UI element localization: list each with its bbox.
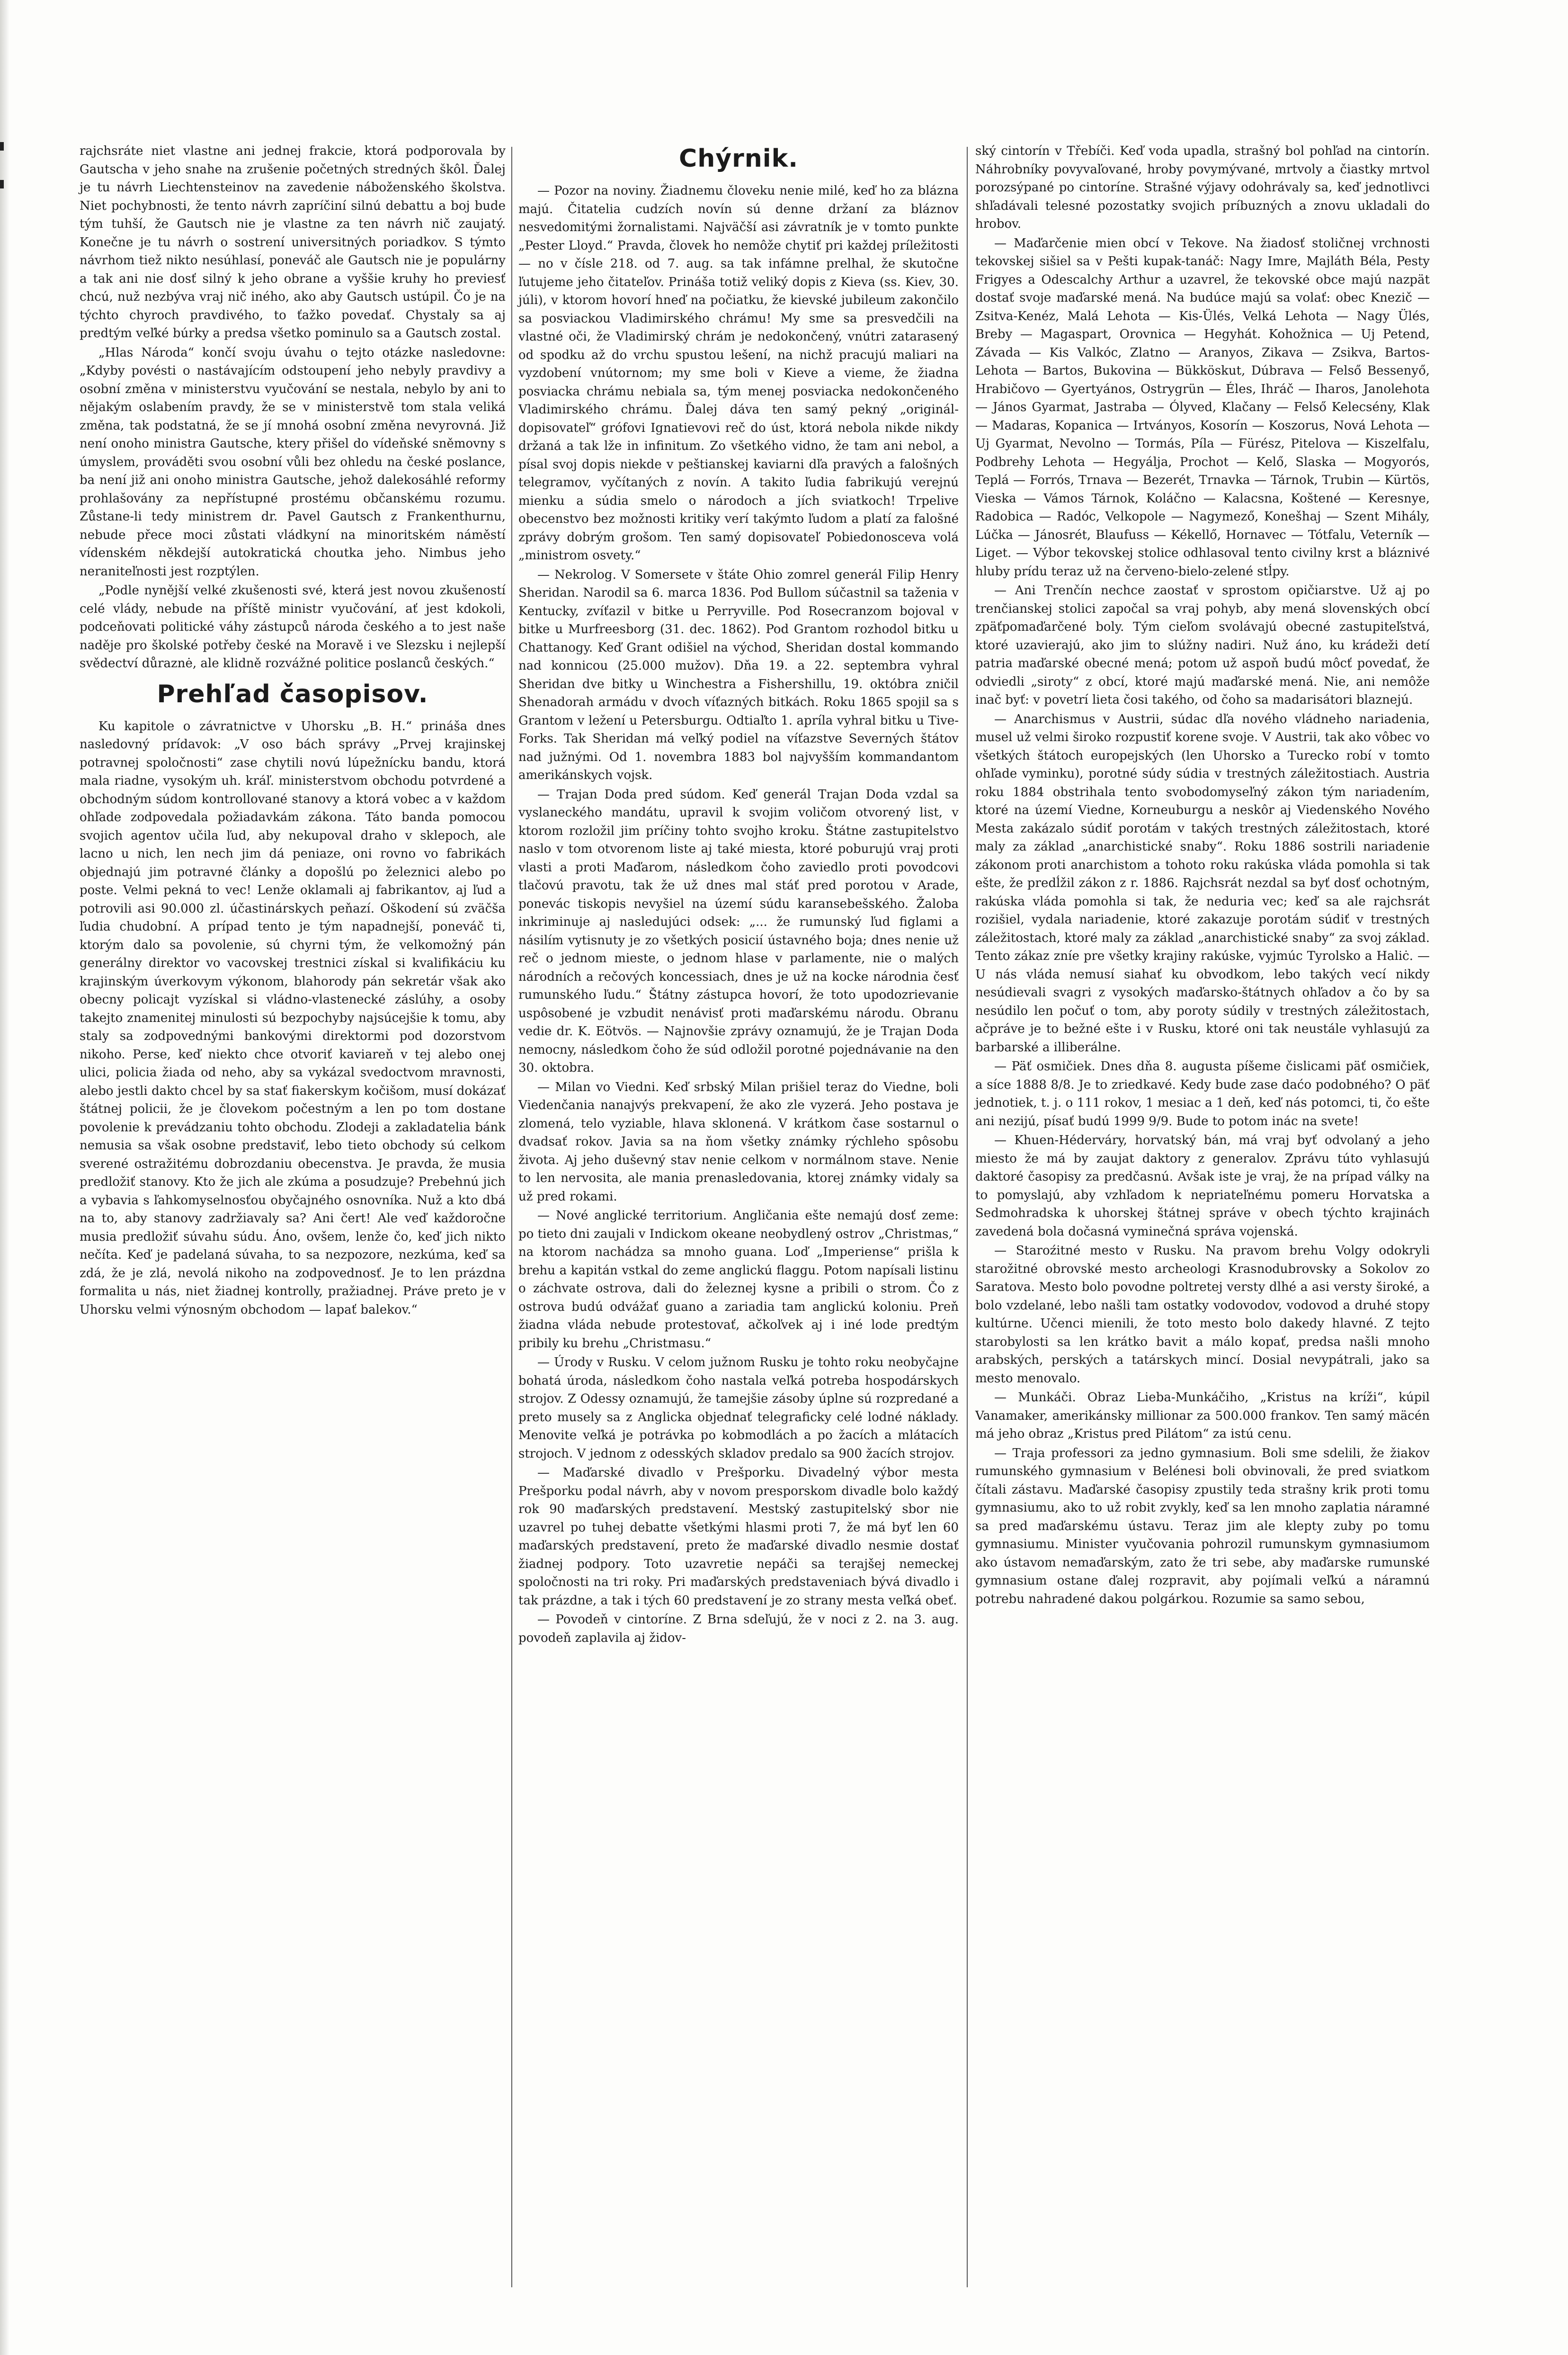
binding-mark xyxy=(0,180,4,188)
article-paragraph: „Hlas Národa“ končí svoju úvahu o tejto otázke nasledovne: „Kdyby povésti o nastávajícím odstoupení jeho nebyly pravdivy a osobní změna v ministerstvu vyučování se nestala, nebylo by ani to nějakým oslabením pravdy, že se v ministerstvě tom stala veliká změna, tak podstatná, že se jí mnohá osobní změna nevyrovná. Již není onoho ministra Gautsche, ktery přišel do vídeňské sněmovny s úmyslem, prováděti svou osobní vůli bez ohledu na české poslance, ba není již ani onoho ministra Gautsche, jehož dalekosáhlé reformy prohlašovány za nepřístupné prostému občanskému rozumu. Zůstane-li tedy ministrem dr. Pavel Gautsch z Frankenthurnu, nebude přece moci zůstati vládkyní na minoritském náměstí vídenském někdejší autokratická choutka jeho. Nimbus jeho neraniteľnosti jest rozptýlen. xyxy=(80,345,506,579)
news-item: — Päť osmičiek. Dnes dňa 8. augusta píšeme čislicami päť osmičiek, a síce 1888 8/8. Je to zriedkavé. Kedy bude zase daćo podobného? O päť jednotiek, t. j. o 111 rokov, 1 mesiac a 1 deň, keď nás potomci, ti, čo ešte ani nezijú, písať budú 1999 9/9. Bude to potom inác na svete! xyxy=(975,1059,1430,1128)
news-item: — Anarchismus v Austrii, súdac dľa nového vládneho nariadenia, musel už velmi široko rozpustiť korene svoje. V Austrii, tak ako vôbec vo všetkých štátoch europejských (len Uhorsko a Turecko robí v tomto ohľade vyminku), porotné súdy súdia v trestných záležitostiach. Austria roku 1884 obstrihala tento svobodomyseľný zákon tým nariadením, ktoré na území Viedne, Korneuburgu a neskôr aj Viedenského Nového Mesta zakázalo súdiť porotám v takých trestných záležitostach, ktoré maly za základ „anarchistické snaby“. Roku 1886 sostrili nariadenie zákonom proti anarchistom a tohoto roku rakúska vláda pomohla si tak ešte, že predĺžil zákon z r. 1886. Rajchsrát nezdal sa byť dosť ochotným, rakúska vláda pomohla si tak, že neduria vec; keď sa ale rajchsrát rozišiel, vydala nariadenie, ktoré zakazuje porotám súdiť v trestných záležitostach, ktoré maly za základ „anarchistické snaby“ za svoj základ. Tento zákaz zníe pre všetky krajiny rakúske, vyjmúc Tyrolsko a Haliċ. — U nás vláda nemusí siahať ku obvodkom, lebo takých vecí nikdy nesúdievali svagri z vysokých maďarsko-štátnych ohľadov a čo by sa nesúdilo len počuť o tom, aby poroty súdily v trestných záležitostach, ačprávе je to bežné ešte i v Rusku, ktoré oni tak neustále vyhlasujú za barbarské a illiberálne. xyxy=(975,712,1430,1055)
column-right xyxy=(975,142,1430,1609)
news-item: — Trajan Doda pred súdom. Keď generál Trajan Doda vzdal sa vyslaneckého mandátu, upravil k svojim voličom otvorený list, v ktorom rozložil jim príčiny tohto svojho kroku. Štátne zastupitelstvo naslo v tom otvorenom liste aj také miesta, ktoré poburujú vraj proti vlasti a proti Maďarom, následkom čoho zaviedlo proti povodcovi tlačovú pravotu, tak že už dnes mal stáť pred porotou v Arade, ponevác tiskopis nevyšiel na území súdu karansebešského. Žaloba inkriminuje aj nasledujúci odsek: „... že rumunský ľud figlami a násilím vytisnuty je zo všetkých posicií ústavného boja; dnes nenie už reč o jednom mieste, o jednom hlase v parlamente, nie o malých národních a rečových koncessiach, dnes je už na kocke národnia česť rumunského ľudu.“ Štátny zástupca hovorí, že toto upodozrievanie uspôsobené je vzbudit nenávisť proti maďarskému národu. Obranu vedie dr. K. Eötvös. — Najnovšie zprávy oznamujú, že je Trajan Doda nemocny, následkom čoho že súd odložil porotné pojednávanie na den 30. oktobra. xyxy=(518,787,959,1075)
column-divider xyxy=(511,147,512,2287)
news-item: — Staroźitné mesto v Rusku. Na pravom brehu Volgy odokryli starožitné obrovské mesto archeologi Krasnodubrovsky a Sokolov zo Saratova. Mesto bolo povodne poltretej versty dlhé a asi versty široké, a bolo vzdelané, lebo našli tam ostatky vodovodov, vodovod a druhé stopy kultúrne. Učenci mienili, že toto mesto bolo dakedy hlavné. Z tejto starobylosti sa len krátko bavit a málo kopať, predsa našli mnoho arabských, perských a tatárskych mincí. Dosial nevypátrali, jako sa mesto menovalo. xyxy=(975,1244,1430,1386)
news-item: — Pozor na noviny. Žiadnemu človeku nenie milé, keď ho za blázna majú. Čitatelia cudzích novín sú denne držaní za bláznov nesvedomitými žornalistami. Najväčší asi závratník je v tomto punkte „Pester Lloyd.“ Pravda, človek ho nemôže chytiť pri každej príležitosti — no v čísle 218. od 7. aug. sa tak infámne prelhal, že skutočne ľutujeme jeho čitateľov. Prináša totiž veliký dopis z Kieva (ss. Kiev, 30. júli), v ktorom hovorí hneď na počiatku, že kievské jubileum zakončilo sa posviackou Vladimirského chrámu! My sme sa presvedčili na vlastné oči, že Vladimirský chrám je nedokončený, vnútri zatarasený od spodku až do vrchu spustou lešení, na nichž pracujú maliari na vyzdobení vnútornom; my sme boli v Kieve a vieme, že žiadna posviacka chrámu nebiala sa, tým menej posviacka nedokončeného Vladimirského chrámu. Ďalej dáva ten samý pekný „originál-dopisovateľ“ grófovi Ignatievovi reč do úst, ktorá nebola nikde nikdy držaná a tak lže in infinitum. Zo všetkého vidno, že tam ani nebol, a písal svoj dopis niekde v peštianskej kaviarni dľa pravých a falošných telegramov, vyčítaných z novín. A takito ľudia fabrikujú verejnú mienku a súdia smelo o národoch a jích sviatkoch! Trpelive obecenstvo bez možnosti kritiky verí takýmto ľudom a platí za falošné zprávy dobrým grošom. Ten samý dopisovateľ Pobiedonosceva volá „ministrom osvety.“ xyxy=(518,184,959,563)
news-item: — Maďarčenie mien obcí v Tekove. Na žiadosť stoličnej vrchnosti tekovskej sišiel sa v Pešti kupak-tanáč: Nagy Imre, Majláth Béla, Pesty Frigyes a Odescalchy Arthur a uzavrel, že tekovské obce majú nazpät dostať svoje maďarské mená. Na budúce majú sa volať: obec Knezič — Zsitva-Kenéz, Malá Lehota — Kis-Ülés, Velká Lehota — Nagy Ülés, Breby — Magaspart, Orovnica — Hegyhát. Kohožnica — Uj Petend, Závada — Kis Valkóc, Zlatno — Aranyos, Zikava — Zsikva, Bartos-Lehota — Bartos, Bukovina — Bükköskut, Dúbrava — Felső Bessenyő, Hrabičovo — Gyertyános, Ostrygrün — Éles, Ihráč — Iharos, Janolehota — János Gyarmat, Jastraba — Ólyved, Klačany — Felső Kelecsény, Klak — Madaras, Kopanica — Irtványos, Kosorín — Koszorus, Nová Lehota — Uj Gyarmat, Nevolno — Tormás, Píla — Fürész, Pitelova — Kiszelfalu, Podbrehy Lehota — Hegyálja, Prochot — Kelő, Slaska — Mogyorós, Teplá — Forrós, Trnava — Bezerét, Trnavka — Tárnok, Trubin — Kürtös, Vieska — Vámos Tárnok, Koláčno — Kalacsna, Koštené — Keresnye, Radobica — Radóc, Velkopole — Nagymező, Konešhaj — Szent Mihály, Lúčka — Jánosrét, Blaufuss — Kékellő, Hornavec — Tótfalu, Veterník — Liget. — Výbor tekovskej stolice odhlasoval tento civilny krst a bláznivé hluby prídu teraz už na červeno-bielo-zelené stĺpy. xyxy=(975,236,1430,579)
article-paragraph: „Podle nynější velké zkušenosti své, která jest novou zkušeností celé vlády, nebude na příště ministr vyučování, ať jest kdokoli, podceňovati politické váhy zástupců národa českého a to jest naše naděje pro školské potřeby české na Moravě i ve Slezsku i nejlepší svědectví důraznė, ale klidně rozvážné politice poslanců českých.“ xyxy=(80,583,506,671)
news-item: — Traja professori za jedno gymnasium. Boli sme sdelili, že žiakov rumunského gymnasium v Belénesi boli obvinovali, že pred sviatkom čítali zástavu. Maďarské časopisy zpustily teda strašny krik proti tomu gymnasiumu, ako to už robit zvykly, keď sa len mnoho zaplatia náramné sa pred maďarskému ústavu. Teraz jim ale klepty zuby po tomu gymnasiumu. Minister vyučovania pohrozil rumunskym gymnasiumom ako ústavom nemaďarským, zato že tri sebe, aby maďarske rumunské gymnasium ostane ďalej rozpravit, aby pojímali veľkú a náramnú potrebu nahradené dakou polgárkou. Rozumie sa samo sebou, xyxy=(975,1446,1430,1606)
news-item: — Khuen-Héderváry, horvatský bán, má vraj byť odvolaný a jeho miesto že má by zaujat daktory z generalov. Zprávu túto vyhlasujú daktoré časopisy za predčasnú. Avšak iste je vraj, že na prípad války na to pomyslajú, aby vzhľadom k nepriateľnému pomeru Horvatska a Sedmohradska k uhorskej štátnej správe v obech týchto krajinách zavedená bola dočasná vyminečná správa vojenská. xyxy=(975,1133,1430,1239)
news-item: — Munkáči. Obraz Lieba-Munkáčiho, „Kristus na kríži“, kúpil Vanamaker, amerikánsky millionar za 500.000 frankov. Ten samý mäcén má jeho obraz „Kristus pred Pilátom“ za istú cenu. xyxy=(975,1390,1430,1441)
news-item: — Nekrolog. V Somersete v štáte Ohio zomrel generál Filip Henry Sheridan. Narodil sa 6. marca 1836. Pod Bullom súčastnil sa taženia v Kentucky, zvíťazil v bitke u Perryville. Pod Rosecranzom bojoval v bitke u Murfreesborg (31. dec. 1862). Pod Grantom rozhodol bitku u Chattanogy. Keď Grant odišiel na východ, Sheridan dostal kommando nad konnicou (25.000 mužov). Dňa 19. a 22. septembra vyhral Sheridan dve bitky u Winchestra a Fishershillu, 19. októbra zničil Shenadorah armádu v dvoch víťazných bitkách. Roku 1865 spojil sa s Grantom v ležení u Petersburgu. Odtiaľto 1. apríla vyhral bitku u Tive-Forks. Tak Sheridan má veľký podiel na víťazstve Severných štátov nad južnými. Od 1. novembra 1883 bol najvyšším kommandantom amerikánskych vojsk. xyxy=(518,567,959,782)
binding-mark xyxy=(0,142,4,151)
news-item: — Úrody v Rusku. V celom južnom Rusku je tohto roku neobyčajne bohatá úroda, následkom čoho nastala veľká potreba hospodárskych strojov. Z Odessy oznamujú, že tamejšie zásoby úplne sú rozpredané a preto musely sa z Anglicka objednať telegraficky celé lodné náklady. Menovite veľká je potrávka po kobmodlách a po žacích a mlátacích strojoch. V jednom z odesských skladov predalo sa 900 žacích strojov. xyxy=(518,1355,959,1461)
page-edge-shadow xyxy=(0,0,9,2355)
column-middle xyxy=(518,137,959,1648)
section-heading-chyrnik: Chýrnik. xyxy=(679,144,798,173)
article-paragraph: rajchsráte niet vlastne ani jednej frakcie, ktorá podporovala by Gautscha v jeho snahe na zrušenie početných stredných škôl. Ďalej je tu návrh Liechtensteinov na zavedenie náboženského školstva. Niet pochybnosti, že tento návrh zapríčiní silnú debattu a boj bude tým tuhší, že Gautsch nie je vlastne za ten návrh nič zaujatý. Konečne je tu návrh o sostrení universitných poriadkov. S týmto návrhom tiež nikto nesúhlasí, poneváč ale Gautsch nie je populárny a tak ani nie dosť silný k jeho obrane a vyššie kruhy ho previesť chcú, nuž nezbýva vraj nič iného, ako aby Gautsch ustúpil. Čo je na týchto chyroch pravdivého, to ťažko povedať. Chystaly sa aj predtým veľké búrky a predsa všetko pominulo sa a Gautsch zostal. xyxy=(80,144,506,340)
column-left xyxy=(80,142,506,1320)
news-item: — Nové anglické territorium. Angličania ešte nemajú dosť zeme: po tieto dni zaujali v Indickom okeane neobydlený ostrov „Christmas,“ na ktorom nachádza sa mnoho guana. Loď „Imperiense“ prišla k brehu a kapitán vstkal do zeme anglickú flaggu. Potom napísali listinu o záchvate ostrova, dali do železnej kysne a pribili o strom. Čo z ostrova budú odvážať guano a zariadia tam anglickú koloniu. Preň žiadna vláda nebude protestovať, ačkoľvek aj i iné lode predtým pribily ku brehu „Christmasu.“ xyxy=(518,1209,959,1351)
news-item: — Ani Trenčín nechce zaostať v sprostom opičiarstve. Už aj po trenčianskej stolici započal sa vraj pohyb, aby mená slovenských obcí zpäťpomaďarčené boly. Tým cieľom svolávajú obecné zastupiteľstvá, ktoré uzavierajú, ako jim to slúžny nadiri. Nuž áno, ku krádeži detí patria maďarské obecné mená; potom už aspoň budú môcť povedať, že odviedli „siroty“ z obcí, ktoré majú maďarské mená. Nie, ani nemôže inač byť: v povetrí lieta čosi takého, od čoho sa madarisátori blaznejú. xyxy=(975,583,1430,707)
news-item: — Maďarské divadlo v Prešporku. Divadelný výbor mesta Prešporku podal návrh, aby v novom presporskom divadle bolo každý rok 90 maďarských predstavení. Mestský zastupitelský sbor nie uzavrel po tuhej debatte všetkými hlasmi proti 7, že má byť len 60 maďarských predstavení, preto že maďarské divadlo nesmie dostať žiadnej podpory. Toto uzavretie nepáči sa terajšej nemeckej spoločnosti na tri roky. Pri maďarských predstaveniach bývá divadlo i tak prázdne, a tak i tých 60 predstavení je zo strany mesta veľká obeť. xyxy=(518,1466,959,1608)
article-paragraph: Ku kapitole o závratnictve v Uhorsku „B. H.“ prináša dnes nasledovný prídavok: „V oso bách správy „Prvej krajinskej potravnej spoločnosti“ zase chytili novú lúpežnícku bandu, ktorá mala riadne, vysokým uh. kráľ. ministerstvom obchodu potvrdené a obchodným súdom kontrollované stanovy a ktorá vobec a v každom ohľade zodpovedala požiadavkám zákona. Táto banda pomocou svojich agentov učila ľud, aby nekupoval draho v skleроch, ale lacno u nich, len nech jim dá peniaze, oni rovno vo fabrikách objednajú jim potravné články a dopošlú po železnici alebo po poste. Velmi pekná to vec! Lenže oklamali aj fabrikantov, aj ľud a potrovili asi 90.000 zl. účastinárskych peňazí. Oškodení sú zväčša ľudia chudobní. A prípad tento je tým napadnejší, poneváč ti, ktorým dalo sa povolenie, sú chyrni tým, že velkomožný pán generálny direktor vo vacovskej trestnici získal si kvalifikáciu ku krajinským úverkovym výkonom, blahorody pán sekretár však ako obecny policajt vyzískal si vládno-vlastenecké záslúhy, a osoby takejto znamenitej minulosti sú bezpochyby najsúcejšie k tomu, aby staly sa zodpovednými bankovými direktormi pod dozorstvom nikoho. Perse, keď niekto chce otvoriť kaviareň v tej alebo onej ulici, policia žiada od neho, aby sa vykázal svedoctvom mravnosti, alebo jestli dakto chcel by sa stať fiakerskym kočišom, musí dokázať štátnej policii, že je človekom počestným a len po tom dostane povolenie k prevádzaniu tohto obchodu. Zlodeji a zakladatelia bánk nemusia sa však osobne predstaviť, lebo tieto obchody sú celkom sverené ostražitému dobrozdaniu obecenstva. Je pravda, že musia predložiť stanovy. Kto že jich ale zkúma a posudzuje? Prebehnú jich a vybavia s ľahkomyselnosťou obyčajného osnovníka. Nuž a kto dbá na to, aby stanovy zadržiavaly sa? Ani čert! Ale veď každoročne musia predložiť súvahu súdu. Áno, ovšem, lenže čo, keď jich nikto nečíta. Keď je padelaná súvaha, to sa nezpozore, nezkúma, keď sa zdá, že je zlá, nevolá nikoho na zodpovednosť. Je to len prázdna formalita u nás, niet žiadnej kontrolly, pražiadnej. Práve preto je v Uhorsku velmi výnosným obchodom — lapať balekov.“ xyxy=(80,719,506,1317)
news-item: — Povodeň v cintoríne. Z Brna sdeľujú, že v noci z 2. na 3. aug. povodeň zaplavila aj židov- xyxy=(518,1612,959,1645)
news-item: ský cintorín v Třebíči. Keď voda upadla, strašný bol pohľad na cintorín. Náhrobníky povyvaľované, hroby povymývané, mrtvoly a čiastky mrtvol porozsýpané po cintoríne. Strašné výjavy odohrávaly sa, keď jednotlivci shľadávali telesné pozostatky svojich príbuzných a znovu ukladali do hrobov. xyxy=(975,144,1430,231)
news-item: — Milan vo Viedni. Keď srbský Milan prišiel teraz do Viedne, boli Viedenčania nanajvýs prekvapení, že ako zle vyzerá. Jeho postava je zlomená, telo vyziable, hlava sklonená. V krátkom čase sostarnul o dvadsať rokov. Javia sa na ňom všetky známky rýchleho spôsobu života. Aj jeho duševný stav nenie celkom v normálnom stave. Nenie to len nervosita, ale mania prenasledovania, ktorej známky vidaly sa už pred rokami. xyxy=(518,1080,959,1204)
column-divider xyxy=(967,147,968,2287)
section-heading-prehlad: Prehľad časopisov. xyxy=(157,680,428,708)
